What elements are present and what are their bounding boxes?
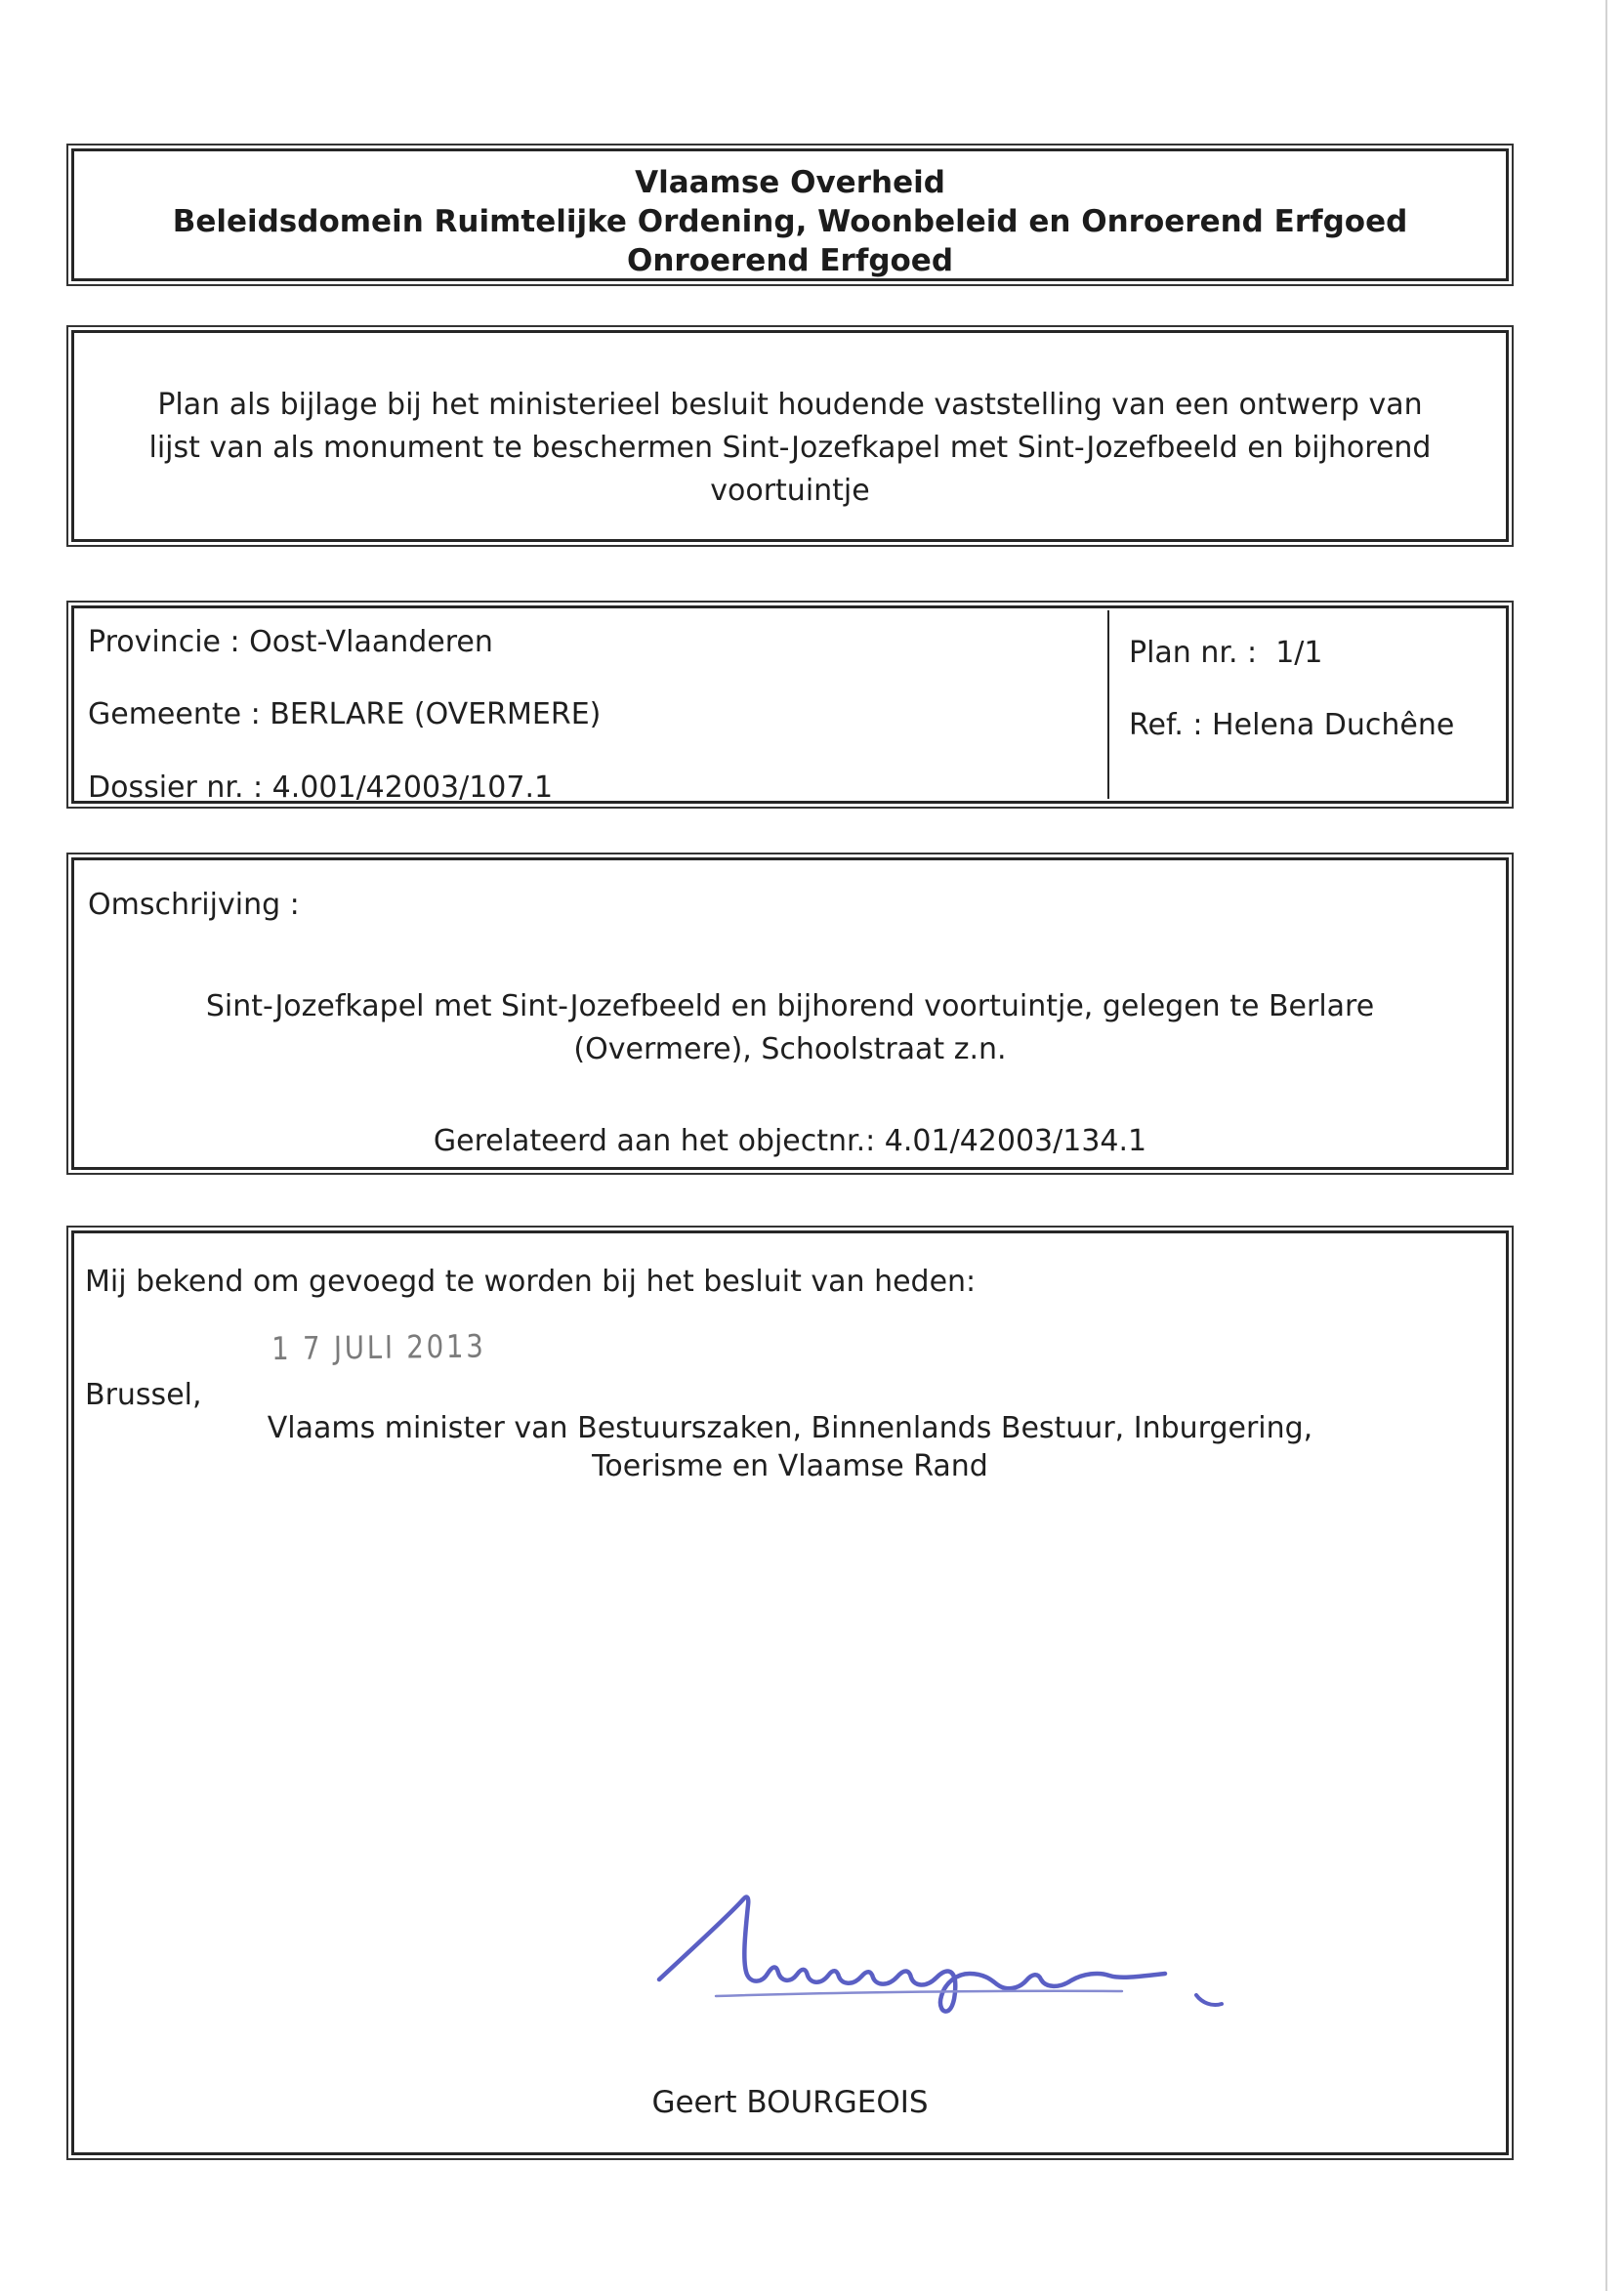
plan-title-line: lijst van als monument te beschermen Sint-Jozefkapel met Sint-Jozefbeeld en bijhorend bbox=[148, 431, 1432, 465]
attestation-text: Mij bekend om gevoegd te worden bij het besluit van heden: bbox=[85, 1265, 977, 1299]
details-column-divider bbox=[1107, 610, 1109, 799]
plan-title-line: Plan als bijlage bij het ministerieel besluit houdende vaststelling van een ontwerp van bbox=[157, 388, 1423, 422]
signer-name: Geert BOURGEOIS bbox=[651, 2085, 929, 2120]
header-line-authority: Vlaamse Overheid bbox=[635, 165, 945, 200]
header-line-policy-domain: Beleidsdomein Ruimtelijke Ordening, Woonbeleid en Onroerend Erfgoed bbox=[172, 204, 1408, 239]
signature-block-box bbox=[66, 1226, 1514, 2160]
dossier-details-box bbox=[66, 601, 1514, 809]
description-label: Omschrijving : bbox=[88, 888, 300, 922]
description-line: (Overmere), Schoolstraat z.n. bbox=[573, 1032, 1007, 1066]
description-line: Sint-Jozefkapel met Sint-Jozefbeeld en bijhorend voortuintje, gelegen te Berlare bbox=[205, 989, 1375, 1023]
signature-underline bbox=[716, 1991, 1122, 1996]
handwritten-signature bbox=[618, 1880, 1243, 2046]
description-box bbox=[66, 853, 1514, 1175]
plan-number-row: Plan nr. : 1/1 bbox=[1129, 636, 1323, 670]
date-stamp: 1 7 JULI 2013 bbox=[271, 1328, 486, 1368]
province-row: Provincie : Oost-Vlaanderen bbox=[88, 625, 493, 659]
paper-scan-edge bbox=[1605, 0, 1607, 2291]
minister-title-line: Toerisme en Vlaamse Rand bbox=[592, 1449, 988, 1483]
plan-title-line: voortuintje bbox=[710, 474, 870, 508]
reference-row: Ref. : Helena Duchêne bbox=[1129, 708, 1455, 742]
dossier-number-row: Dossier nr. : 4.001/42003/107.1 bbox=[88, 771, 554, 805]
header-box bbox=[66, 144, 1514, 286]
signature-tick bbox=[1196, 1995, 1222, 2005]
signature-stroke bbox=[659, 1897, 1165, 2012]
place-label: Brussel, bbox=[85, 1378, 202, 1412]
related-object-number: Gerelateerd aan het objectnr.: 4.01/42003/134.1 bbox=[433, 1124, 1147, 1158]
header-line-agency: Onroerend Erfgoed bbox=[626, 243, 954, 278]
municipality-row: Gemeente : BERLARE (OVERMERE) bbox=[88, 697, 602, 731]
minister-title-line: Vlaams minister van Bestuurszaken, Binnenlands Bestuur, Inburgering, bbox=[267, 1411, 1313, 1445]
plan-title-box bbox=[66, 325, 1514, 547]
